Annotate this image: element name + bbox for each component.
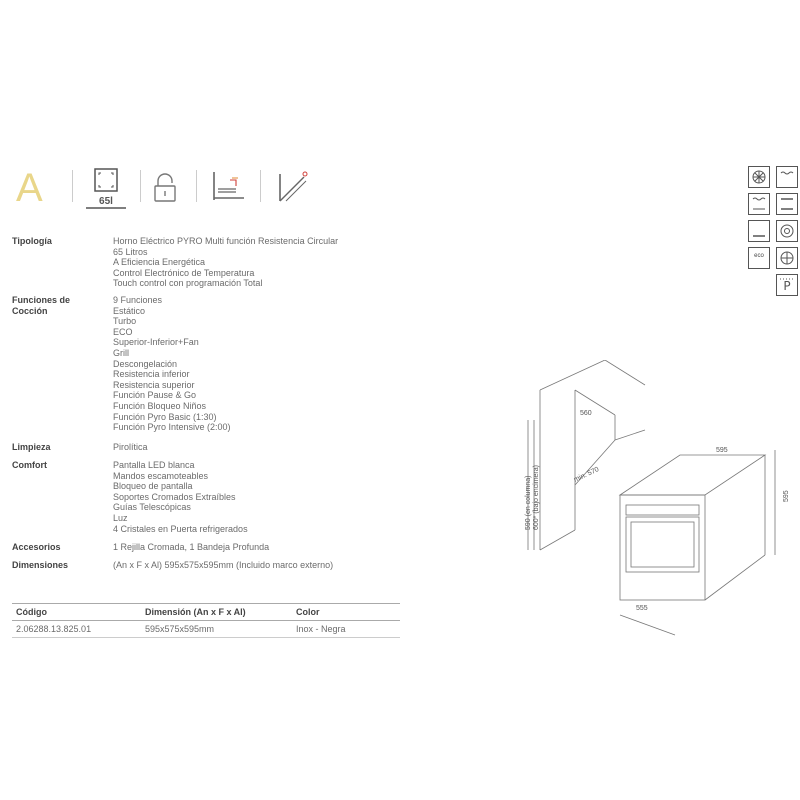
spec-value: Turbo xyxy=(113,316,137,327)
table-cell-codigo: 2.06288.13.825.01 xyxy=(16,624,92,634)
niche-width-label: 560 xyxy=(580,410,592,417)
oven-depth-label: 555 xyxy=(636,605,648,612)
child-lock-icon xyxy=(152,172,178,209)
eco-label: eco xyxy=(754,253,764,259)
spec-label-funciones: Funciones de Cocción xyxy=(12,295,71,316)
table-header-dimension: Dimensión (An x F x Al) xyxy=(145,607,246,617)
niche-height-undercounter-label: 600* (bajo encimera) xyxy=(533,465,540,530)
capacity-label: 65l xyxy=(99,196,113,207)
spec-value: ECO xyxy=(113,326,133,337)
oven-height-label: 595 xyxy=(783,490,790,502)
niche-height-column-label: 590 (en columna) xyxy=(525,475,532,530)
spec-value: Función Bloqueo Niños xyxy=(113,400,207,411)
spec-value: Luz xyxy=(113,512,128,523)
energy-class-icon xyxy=(16,166,54,210)
spec-value: Resistencia inferior xyxy=(113,369,190,380)
niche-depth-label: min. 570 xyxy=(572,466,601,484)
spec-values-funciones xyxy=(113,295,231,433)
bottom-heat-icon xyxy=(776,193,798,215)
spec-values-accesorios xyxy=(113,542,269,553)
spec-label-comfort: Comfort xyxy=(12,460,47,470)
spec-value: Pirolítica xyxy=(113,442,148,452)
table-header-codigo: Código xyxy=(16,607,47,617)
spec-value: Touch control con programación Total xyxy=(113,278,263,289)
spec-values-limpieza xyxy=(113,442,148,453)
pyrolytic-icon xyxy=(776,274,798,296)
spec-value: Función Pause & Go xyxy=(113,390,197,401)
table-cell-dimension: 595x575x595mm xyxy=(145,624,215,634)
spec-value: Superior-Inferior+Fan xyxy=(113,337,199,348)
spec-value: Control Electrónico de Temperatura xyxy=(113,267,255,278)
spec-values-dimensiones xyxy=(113,560,333,571)
spec-value: Resistencia superior xyxy=(113,379,195,390)
fan-defrost-icon xyxy=(748,166,770,188)
fan-circular-icon xyxy=(776,220,798,242)
table-rule xyxy=(12,603,400,604)
svg-text:P: P xyxy=(783,279,791,293)
icon-separator xyxy=(260,170,261,202)
spec-label-limpieza: Limpieza xyxy=(12,442,51,452)
capacity-icon xyxy=(86,166,126,208)
spec-value: Función Pyro Basic (1:30) xyxy=(113,411,217,422)
spec-value: Bloqueo de pantalla xyxy=(113,481,193,492)
spec-value: Soportes Cromados Extraíbles xyxy=(113,491,236,502)
icon-separator xyxy=(196,170,197,202)
energy-class-letter: A xyxy=(16,166,43,210)
oven-width-label: 595 xyxy=(716,447,728,454)
spec-value: Horno Eléctrico PYRO Multi función Resistencia Circular xyxy=(113,236,339,246)
spec-value: Guías Telescópicas xyxy=(113,502,191,513)
spec-label-dimensiones: Dimensiones xyxy=(12,560,69,570)
spec-value: Descongelación xyxy=(113,358,178,369)
spec-value: 1 Rejilla Cromada, 1 Bandeja Profunda xyxy=(113,542,270,552)
spec-value: (An x F x Al) 595x575x595mm (Incluido marco externo) xyxy=(113,560,334,570)
table-header-color: Color xyxy=(296,607,320,617)
table-cell-color: Inox - Negra xyxy=(296,624,346,634)
spec-value: Pantalla LED blanca xyxy=(113,460,195,470)
spec-value: Mandos escamoteables xyxy=(113,470,209,481)
spec-value: Estático xyxy=(113,305,146,316)
cooking-function-icons xyxy=(745,166,799,294)
spec-values-comfort xyxy=(113,460,248,534)
top-heat-icon xyxy=(776,166,798,188)
feature-icon-bar xyxy=(12,166,332,210)
spec-label-accesorios: Accesorios xyxy=(12,542,61,552)
spec-value: A Eficiencia Energética xyxy=(113,257,206,268)
hot-air-icon xyxy=(776,247,798,269)
bottom-top-heat-icon xyxy=(748,193,770,215)
spec-values-tipologia xyxy=(113,236,338,289)
spec-value: 65 Litros xyxy=(113,246,148,257)
retractable-knob-icon xyxy=(276,168,310,209)
table-rule xyxy=(12,637,400,638)
table-rule xyxy=(12,620,400,621)
spec-value: Grill xyxy=(113,347,129,358)
spec-value: 4 Cristales en Puerta refrigerados xyxy=(113,523,248,534)
grill-icon xyxy=(748,220,770,242)
spec-value: Función Pyro Intensive (2:00) xyxy=(113,422,231,433)
spec-value: 9 Funciones xyxy=(113,295,163,305)
icon-separator xyxy=(140,170,141,202)
telescopic-guides-icon xyxy=(210,170,246,209)
installation-diagram xyxy=(520,360,800,640)
spec-label-tipologia: Tipología xyxy=(12,236,52,246)
eco-icon xyxy=(748,247,770,269)
icon-separator xyxy=(72,170,73,202)
